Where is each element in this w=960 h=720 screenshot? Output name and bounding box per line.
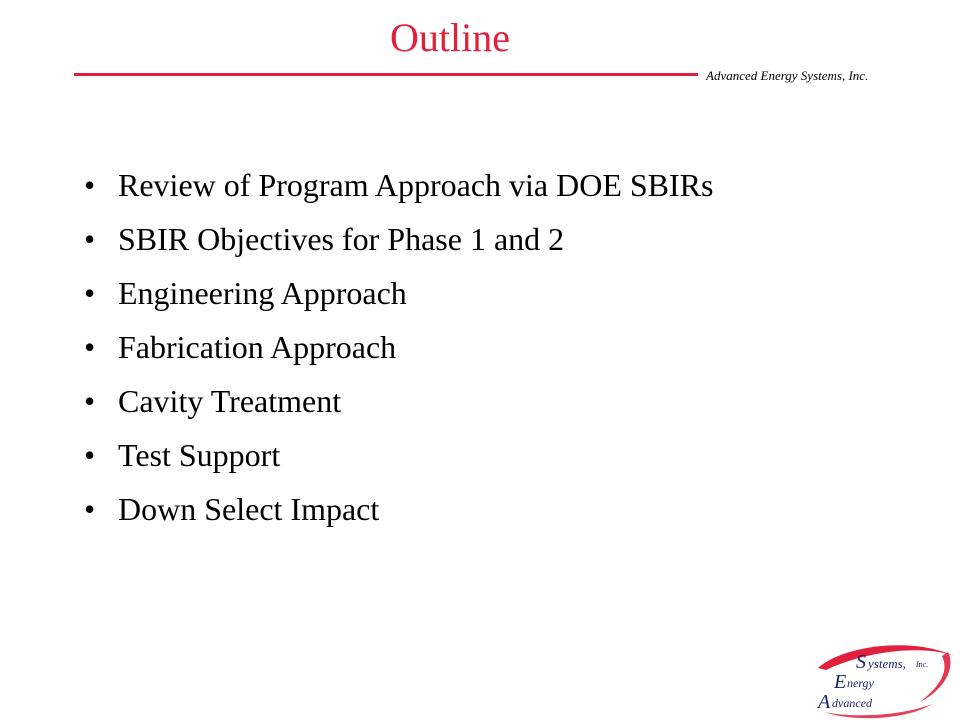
svg-text:E: E — [834, 671, 847, 693]
bullet-icon: • — [84, 275, 96, 311]
bullet-list — [84, 158, 713, 536]
list-item — [84, 212, 713, 266]
bullet-icon: • — [84, 167, 96, 203]
slide-title: Outline — [390, 15, 510, 60]
list-item — [84, 374, 713, 428]
list-item-text: Fabrication Approach — [118, 329, 397, 365]
list-item-text: Engineering Approach — [118, 275, 407, 311]
svg-text:dvanced: dvanced — [832, 696, 872, 710]
bullet-icon: • — [84, 437, 96, 473]
svg-text:S: S — [856, 651, 866, 673]
list-item — [84, 428, 713, 482]
list-item — [84, 266, 713, 320]
svg-text:Inc.: Inc. — [916, 660, 929, 669]
svg-text:nergy: nergy — [847, 676, 874, 690]
svg-text:A: A — [818, 691, 831, 713]
svg-text:ystems,: ystems, — [868, 656, 906, 671]
list-item-text: SBIR Objectives for Phase 1 and 2 — [118, 221, 565, 257]
list-item-text: Review of Program Approach via DOE SBIRs — [118, 167, 714, 203]
bullet-icon: • — [84, 329, 96, 365]
list-item-text: Test Support — [118, 437, 281, 473]
bullet-icon: • — [84, 221, 96, 257]
list-item — [84, 158, 713, 212]
bullet-icon: • — [84, 383, 96, 419]
list-item-text: Down Select Impact — [118, 491, 380, 527]
list-item — [84, 482, 713, 536]
company-name: Advanced Energy Systems, Inc. — [706, 68, 869, 83]
title-underline — [74, 73, 698, 76]
bullet-icon: • — [84, 491, 96, 527]
company-logo-icon — [812, 638, 958, 720]
list-item — [84, 320, 713, 374]
list-item-text: Cavity Treatment — [118, 383, 342, 419]
